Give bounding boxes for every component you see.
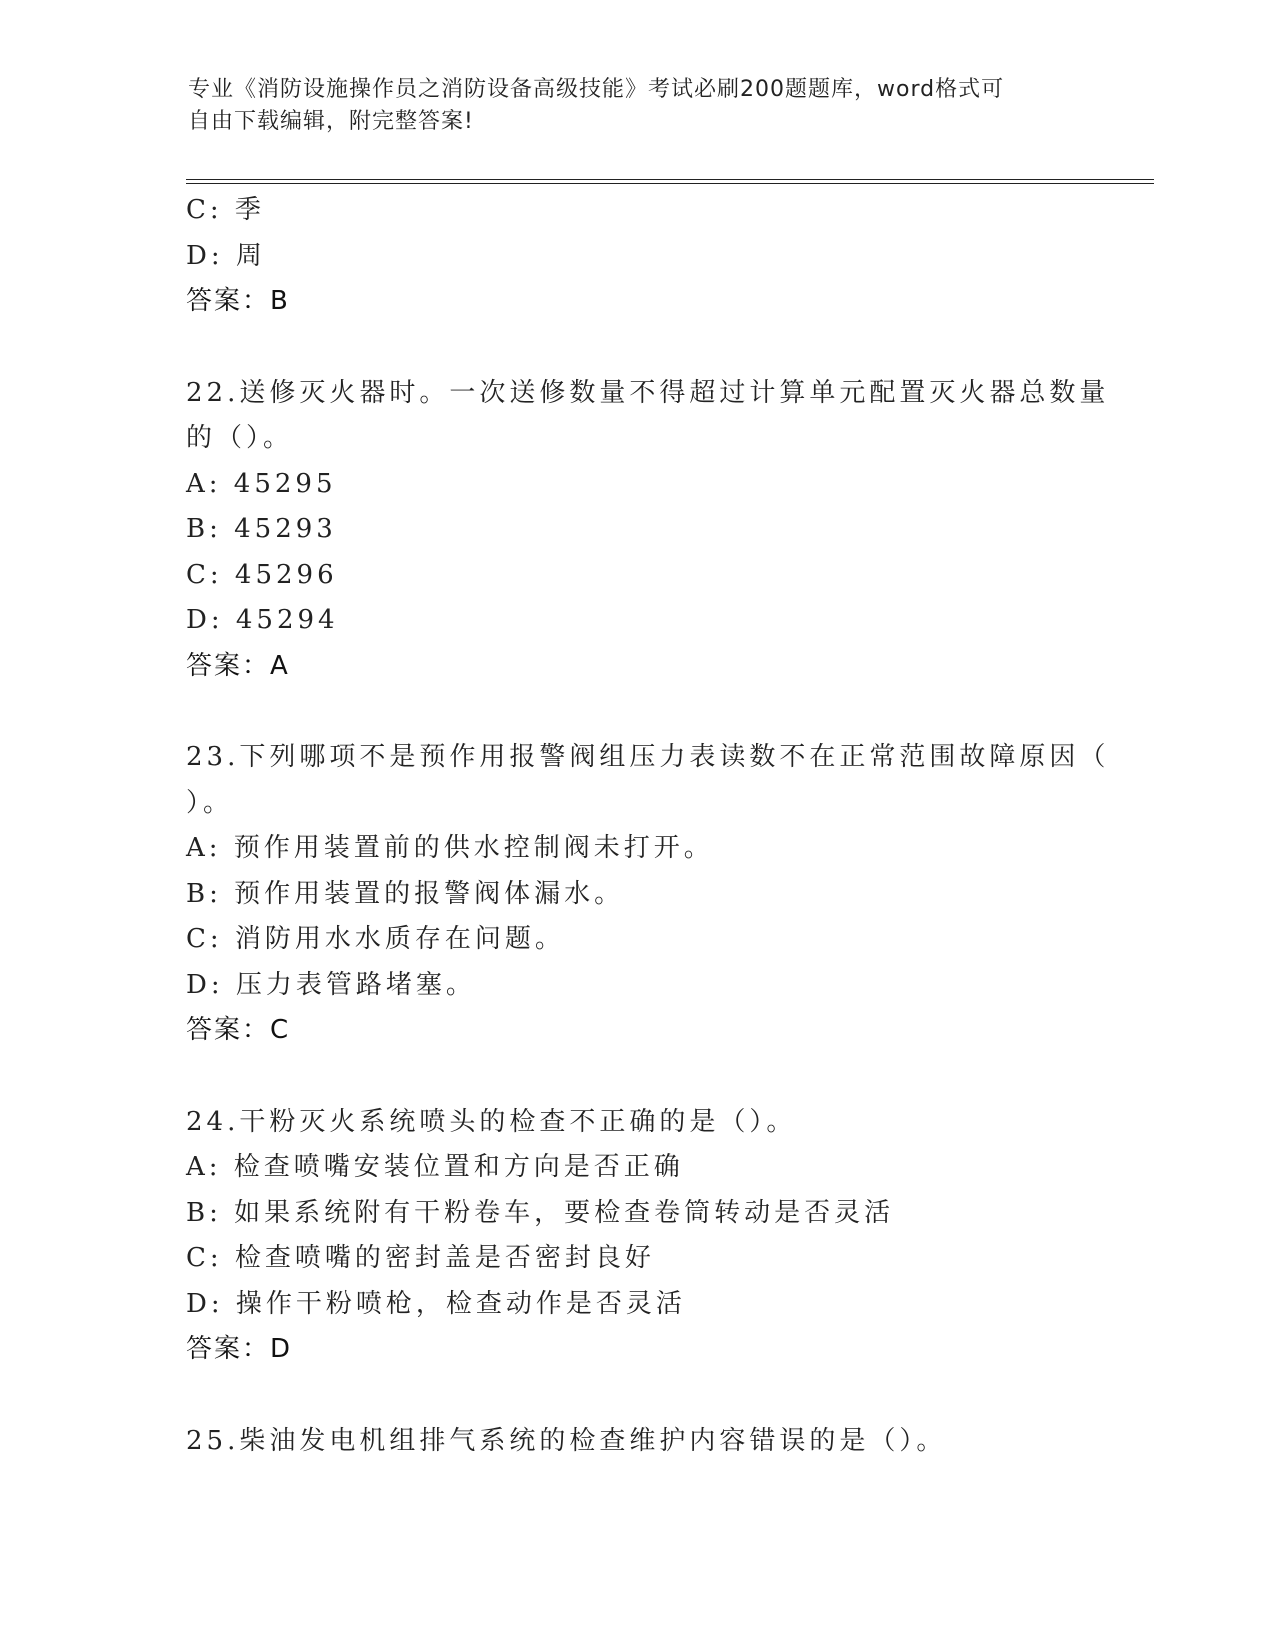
option-d: D: 操作干粉喷枪，检查动作是否灵活 xyxy=(186,1288,686,1319)
question-stem: 24.干粉灭火系统喷头的检查不正确的是（）。 xyxy=(186,1106,797,1137)
option-a: A: 检查喷嘴安装位置和方向是否正确 xyxy=(186,1152,684,1182)
option-c: C: 季 xyxy=(186,195,265,225)
question-stem: 23.下列哪项不是预作用报警阀组压力表读数不在正常范围故障原因（ xyxy=(186,742,1110,772)
question-22 xyxy=(186,371,1110,690)
header-line-1: 专业《消防设施操作员之消防设备高级技能》考试必刷200题题库，word格式可 xyxy=(188,77,1005,102)
question-stem-cont: ）。 xyxy=(186,787,234,818)
option-d: D: 压力表管路堵塞。 xyxy=(186,969,476,1000)
answer-line: 答案：B xyxy=(186,286,290,316)
question-25 xyxy=(186,1419,1086,1465)
header-rule-bottom xyxy=(186,183,1154,184)
question-stem: 22.送修灭火器时。一次送修数量不得超过计算单元配置灭火器总数量 xyxy=(186,377,1110,408)
option-a: A: 45295 xyxy=(186,468,337,499)
option-d: D: 45294 xyxy=(186,605,339,635)
answer-line: 答案：C xyxy=(186,1015,291,1045)
prev-question xyxy=(186,188,1086,325)
header-rule-top xyxy=(186,179,1154,180)
option-b: B: 如果系统附有干粉卷车，要检查卷筒转动是否灵活 xyxy=(186,1197,895,1228)
option-b: B: 45293 xyxy=(186,514,337,544)
option-c: C: 消防用水水质存在问题。 xyxy=(186,924,565,954)
question-24 xyxy=(186,1100,1086,1373)
header-line-2: 自由下载编辑，附完整答案! xyxy=(188,109,474,134)
answer-line: 答案：D xyxy=(186,1334,293,1364)
answer-line: 答案：A xyxy=(186,650,290,681)
option-d: D: 周 xyxy=(186,240,266,271)
question-stem-cont: 的（）。 xyxy=(186,423,294,453)
question-23 xyxy=(186,735,1110,1054)
option-c: C: 检查喷嘴的密封盖是否密封良好 xyxy=(186,1243,655,1273)
question-stem: 25.柴油发电机组排气系统的检查维护内容错误的是（）。 xyxy=(186,1425,947,1456)
option-b: B: 预作用装置的报警阀体漏水。 xyxy=(186,878,625,909)
document-header xyxy=(188,74,1068,138)
question-list xyxy=(186,188,1110,1464)
option-c: C: 45296 xyxy=(186,559,338,590)
option-a: A: 预作用装置前的供水控制阀未打开。 xyxy=(186,833,714,863)
